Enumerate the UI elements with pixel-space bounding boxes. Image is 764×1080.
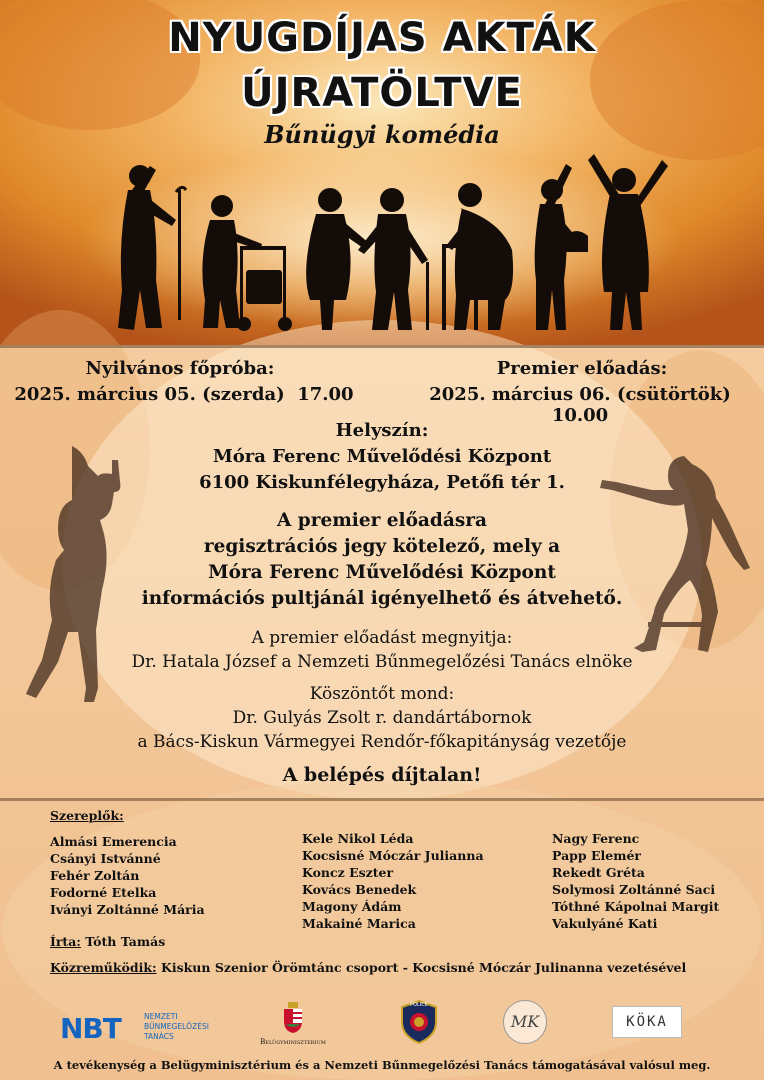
ministry-logo-text: Belügyminisztérium (260, 1038, 326, 1046)
nbt-logo-text-line: TANÁCS (144, 1032, 174, 1041)
cast-member: Csányi Istvánné (50, 851, 161, 866)
nbt-logo-abbr: NBT (60, 1012, 121, 1045)
nbt-logo-text (144, 1012, 209, 1042)
nbt-logo-text-line: BŰNMEGELŐZÉSI (144, 1022, 209, 1031)
author-label: Írta: (50, 934, 81, 949)
registration-line-4: információs pultjánál igényelhető és átvehető. (141, 588, 623, 609)
premiere-date: 2025. március 06. (csütörtök) 10.00 (429, 384, 731, 426)
registration-line-2: regisztrációs jegy kötelező, mely a (203, 536, 561, 557)
cast-member: Kocsisné Móczár Julianna (302, 848, 484, 863)
registration-line-3: Móra Ferenc Művelődési Központ (208, 562, 556, 583)
cast-member: Fodorné Etelka (50, 885, 157, 900)
nbt-logo-text-line: NEMZETI (144, 1012, 178, 1021)
opening-speaker: Dr. Hatala József a Nemzeti Bűnmegelőzési Tanács elnöke (131, 652, 633, 672)
police-logo (400, 1000, 438, 1044)
registration-line-1: A premier előadásra (276, 510, 487, 531)
cast-column-3 (552, 830, 719, 932)
hungarian-coat-of-arms-icon (282, 1002, 304, 1034)
cast-member: Makainé Marica (302, 916, 416, 931)
author-name: Tóth Tamás (80, 934, 166, 949)
cast-member: Kele Nikol Léda (302, 831, 414, 846)
cast-member: Almási Emerencia (50, 834, 177, 849)
contributor-label: Közreműködik: (50, 960, 157, 975)
cast-member: Koncz Eszter (302, 865, 394, 880)
greeting-speaker: Dr. Gulyás Zsolt r. dandártábornok (232, 708, 532, 728)
rehearsal-label: Nyilvános főpróba: (85, 358, 275, 379)
koka-logo: KÖKA (612, 1006, 682, 1038)
premiere-label: Premier előadás: (496, 358, 668, 379)
subtitle: Bűnügyi komédia (264, 120, 500, 149)
cast-member: Magony Ádám (302, 899, 402, 914)
contributor-text: Kiskun Szenior Örömtánc csoport - Kocsisné Móczár Julinanna vezetésével (156, 960, 687, 975)
cast-member: Solymosi Zoltánné Saci (552, 882, 716, 897)
author-line (50, 934, 165, 949)
greeting-label: Köszöntőt mond: (309, 684, 455, 704)
cast-member: Rekedt Gréta (552, 865, 645, 880)
cast-label: Szereplők: (50, 808, 124, 823)
opening-block (0, 626, 764, 674)
police-logo-text: POLICE (410, 1002, 428, 1008)
footer-note: A tevékenység a Belügyminisztérium és a Nemzeti Bűnmegelőzési Tanács támogatásával valósul meg. (53, 1058, 711, 1072)
title-line-1: NYUGDÍJAS AKTÁK (168, 15, 596, 61)
title-line-2: ÚJRATÖLTVE (241, 70, 523, 116)
free-entry: A belépés díjtalan! (282, 764, 482, 786)
cast-column-1 (50, 833, 205, 918)
venue-name: Móra Ferenc Művelődési Központ (212, 446, 552, 467)
mk-logo: MK (503, 1000, 547, 1044)
greeting-block (0, 682, 764, 754)
greeting-speaker-title: a Bács-Kiskun Vármegyei Rendőr-főkapitányság vezetője (137, 732, 627, 752)
contributor-line (50, 960, 686, 975)
venue-address: 6100 Kiskunfélegyháza, Petőfi tér 1. (199, 472, 565, 493)
cast-member: Vakulyáné Kati (552, 916, 658, 931)
cast-column-2 (302, 830, 484, 932)
venue-label: Helyszín: (335, 420, 429, 441)
registration-notice (0, 508, 764, 612)
rehearsal-date: 2025. március 05. (szerda) 17.00 (14, 384, 354, 405)
cast-member: Tóthné Kápolnai Margit (552, 899, 720, 914)
cast-member: Iványi Zoltánné Mária (50, 902, 205, 917)
cast-member: Nagy Ferenc (552, 831, 640, 846)
cast-member: Kovács Benedek (302, 882, 417, 897)
nbt-logo (60, 1010, 210, 1050)
cast-member: Fehér Zoltán (50, 868, 140, 883)
ministry-logo (250, 1002, 336, 1052)
cast-member: Papp Elemér (552, 848, 641, 863)
opening-label: A premier előadást megnyitja: (251, 628, 513, 648)
